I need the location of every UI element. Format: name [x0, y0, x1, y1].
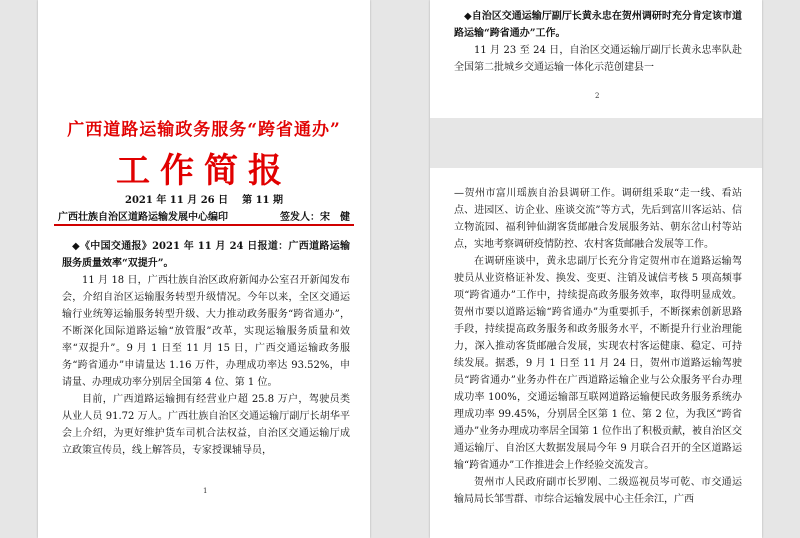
- red-divider: [54, 224, 354, 226]
- page-number: 1: [203, 487, 208, 495]
- page-2: [430, 0, 762, 538]
- article-headline: ◆《中国交通报》2021 年 11 月 24 日报道：广西道路运输服务质量效率“双提升”。: [62, 241, 350, 269]
- issuer-line: [58, 208, 350, 223]
- masthead-main-title: 工作简报: [116, 151, 292, 191]
- masthead-title: 广西道路运输政务服务“跨省通办”: [67, 120, 341, 140]
- paragraph: 在调研座谈中，黄永忠副厅长充分肯定贺州市在道路运输驾驶员从业资格证补发、换发、变更、注销及诚信考核 5 项高频事项“跨省通办”工作中，持续提高政务服务效率，取得明显成效。贺州市要以道路运输“跨省通办”为重要抓手，不断探索创新思路手段，持续提高政务服务和政务服务水平，不断提升行业治理能力，深入推动客货邮融合发展，实现农村客运健康、稳定、可持续发展。据悉，9 月 1 日至 11 月 24 日，贺州市道路运输驾驶员“跨省通办”业务办件在广西道路运输企业与公众服务平台办理成功率 100%，交通运输部互联网道路运输便民政务服务系统办理成功率 99.45%，分别居全区第 1 位、第 2 位，为我区“跨省通办”业务办理成功率居全国第 1 位作出了积极贡献，被自治区交通运输厅、自治区大数据发展局今年 9 月联合召开的全区道路运输“跨省通办”工作推进会上作经验交流发言。: [454, 256, 742, 471]
- paragraph: 11 月 18 日，广西壮族自治区政府新闻办公室召开新闻发布会，介绍自治区运输服务转型升级情况。今年以来，全区交通运输行业统筹运输服务转型升级、大力推动政务服务“跨省通办”，不断深化国际道路运输“放管服”改革，实现运输服务质量和效率“双提升”。9 月 1 日至 11 月 15 日，广西交通运输政务服务“跨省通办”申请量达 1.16 万件，办理成功率达 93.52%，申请量、办理成功率分别居全国第 4 位、第 1 位。: [62, 275, 350, 388]
- page-1: [38, 0, 370, 538]
- paragraph: 目前，广西道路运输拥有经营业户超 25.8 万户，驾驶员类从业人员 91.72 万人。广西壮族自治区交通运输厅副厅长胡华平会上介绍，为更好维护货车司机合法权益，自治区交通运输厅成立政策宣传员，线上解答员，专家授课辅导员，: [62, 394, 350, 456]
- issue-number: 第 11 期: [242, 195, 283, 206]
- paragraph: —贺州市富川瑶族自治县调研工作。调研组采取“走一线、看站点、进园区、访企业、座谈交流”等方式，先后到富川客运站、信立物流园、福利钟仙湖客货邮融合发展服务站、朝东岔山村等站点，实地考察调研疫情防控、农村客货邮融合发展等工作。: [454, 188, 742, 250]
- page-2-top: [454, 8, 742, 76]
- issuer: 广西壮族自治区道路运输发展中心编印: [58, 212, 228, 223]
- issue-date: 2021 年 11 月 26 日: [125, 195, 229, 206]
- paragraph: 11 月 23 至 24 日，自治区交通运输厅副厅长黄永忠率队赴全国第二批城乡交通运输一体化示范创建县一: [454, 45, 742, 73]
- page-1-body: [62, 238, 350, 459]
- signer: 签发人：宋 健: [280, 212, 350, 223]
- paragraph: 贺州市人民政府副市长罗刚、二级巡视员岑可乾、市交通运输局局长邹雪群、市综合运输发展中心主任余江，广西: [454, 477, 742, 505]
- page-break-gap: [430, 118, 762, 168]
- page-number: 2: [595, 92, 600, 100]
- page-2-continuation: [454, 185, 742, 508]
- issue-line: [38, 191, 370, 206]
- article-headline: ◆自治区交通运输厅副厅长黄永忠在贺州调研时充分肯定该市道路运输“跨省通办”工作。: [454, 11, 742, 39]
